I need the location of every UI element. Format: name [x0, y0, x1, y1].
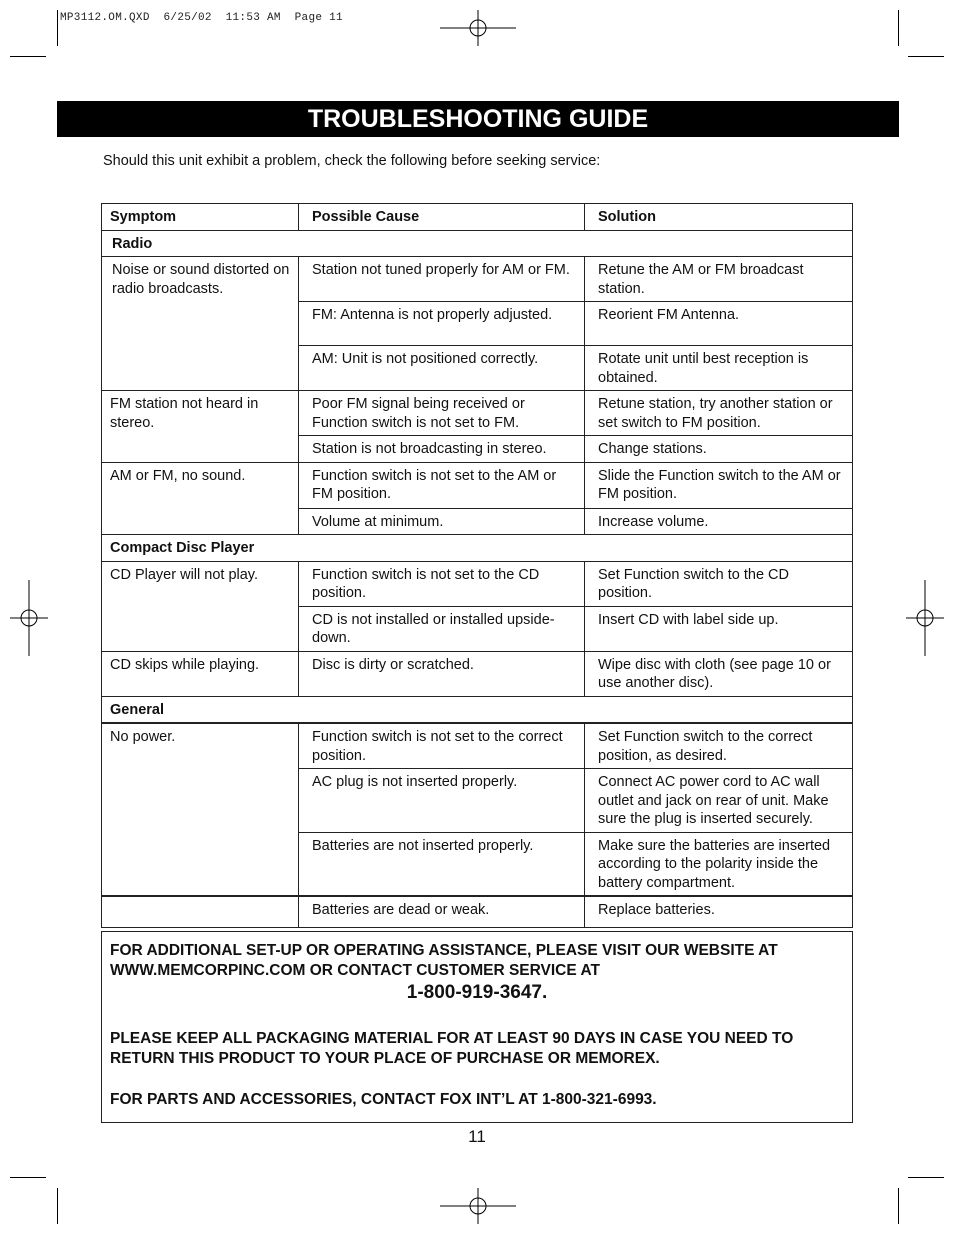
packaging-notice: PLEASE KEEP ALL PACKAGING MATERIAL FOR AT LEAST 90 DAYS IN CASE YOU NEED TO RETURN THIS PRODUCT TO YOUR PLACE OF PURCHASE OR MEMOREX. — [110, 1030, 794, 1067]
cause-cell: Poor FM signal being received or Function switch is not set to FM. — [299, 391, 585, 436]
header-symptom: Symptom — [102, 204, 299, 231]
solution-cell: Wipe disc with cloth (see page 10 or use another disc). — [585, 651, 853, 696]
symptom-cell: CD skips while playing. — [102, 651, 299, 696]
solution-cell: Set Function switch to the correct position, as desired. — [585, 723, 853, 769]
table-row — [102, 462, 853, 508]
cause-cell: Station is not broadcasting in stereo. — [299, 436, 585, 463]
table-row — [102, 651, 853, 696]
cause-cell: Batteries are not inserted properly. — [299, 832, 585, 896]
symptom-cell: CD Player will not play. — [102, 561, 299, 651]
header-possible-cause: Possible Cause — [299, 204, 585, 231]
assistance-notice: FOR ADDITIONAL SET-UP OR OPERATING ASSISTANCE, PLEASE VISIT OUR WEBSITE AT WWW.MEMCORPINC.COM OR CONTACT CUSTOMER SERVICE AT — [110, 942, 778, 979]
table-row — [102, 896, 853, 927]
cause-cell: CD is not installed or installed upside-down. — [299, 606, 585, 651]
section-row-general — [102, 696, 853, 723]
symptom-cell: FM station not heard in stereo. — [102, 391, 299, 463]
cause-cell: AC plug is not inserted properly. — [299, 769, 585, 833]
page-number: 11 — [468, 1127, 486, 1146]
solution-cell: Insert CD with label side up. — [585, 606, 853, 651]
section-label: Compact Disc Player — [102, 535, 853, 562]
symptom-cell: No power. — [102, 723, 299, 896]
solution-cell: Make sure the batteries are inserted according to the polarity inside the battery compartment. — [585, 832, 853, 896]
troubleshooting-table — [101, 203, 853, 928]
registration-mark-top — [440, 10, 516, 46]
page-title: TROUBLESHOOTING GUIDE — [57, 101, 899, 137]
table-row — [102, 561, 853, 606]
solution-cell: Change stations. — [585, 436, 853, 463]
solution-cell: Increase volume. — [585, 508, 853, 535]
solution-cell: Slide the Function switch to the AM or FM position. — [585, 462, 853, 508]
section-label: Radio — [102, 230, 853, 257]
cause-cell: Function switch is not set to the CD position. — [299, 561, 585, 606]
table-row — [102, 257, 853, 302]
table-header-row — [102, 204, 853, 231]
parts-notice: FOR PARTS AND ACCESSORIES, CONTACT FOX INT’L AT 1-800-321-6993. — [110, 1091, 657, 1108]
solution-cell: Set Function switch to the CD position. — [585, 561, 853, 606]
table-row — [102, 723, 853, 769]
section-row-radio — [102, 230, 853, 257]
registration-mark-bottom — [440, 1188, 516, 1224]
intro-text: Should this unit exhibit a problem, check the following before seeking service: — [103, 153, 601, 169]
print-slug: MP3112.OM.QXD 6/25/02 11:53 AM Page 11 — [60, 12, 343, 24]
cause-cell: Function switch is not set to the correct position. — [299, 723, 585, 769]
cause-cell: AM: Unit is not positioned correctly. — [299, 346, 585, 391]
symptom-cell-empty — [102, 896, 299, 927]
cause-cell: Function switch is not set to the AM or FM position. — [299, 462, 585, 508]
solution-cell: Connect AC power cord to AC wall outlet and jack on rear of unit. Make sure the plug is inserted securely. — [585, 769, 853, 833]
registration-mark-left — [10, 580, 48, 656]
section-label: General — [102, 696, 853, 723]
cause-cell: FM: Antenna is not properly adjusted. — [299, 302, 585, 346]
symptom-cell: Noise or sound distorted on radio broadcasts. — [102, 257, 299, 391]
symptom-cell: AM or FM, no sound. — [102, 462, 299, 535]
cause-cell: Batteries are dead or weak. — [299, 896, 585, 927]
customer-service-phone: 1-800-919-3647. — [406, 982, 548, 1003]
table-row — [102, 391, 853, 436]
cause-cell: Station not tuned properly for AM or FM. — [299, 257, 585, 302]
solution-cell: Retune the AM or FM broadcast station. — [585, 257, 853, 302]
header-solution: Solution — [585, 204, 853, 231]
section-row-cd — [102, 535, 853, 562]
cause-cell: Volume at minimum. — [299, 508, 585, 535]
solution-cell: Reorient FM Antenna. — [585, 302, 853, 346]
solution-cell: Retune station, try another station or set switch to FM position. — [585, 391, 853, 436]
solution-cell: Rotate unit until best reception is obtained. — [585, 346, 853, 391]
registration-mark-right — [906, 580, 944, 656]
solution-cell: Replace batteries. — [585, 896, 853, 927]
notice-box — [101, 931, 853, 1123]
cause-cell: Disc is dirty or scratched. — [299, 651, 585, 696]
